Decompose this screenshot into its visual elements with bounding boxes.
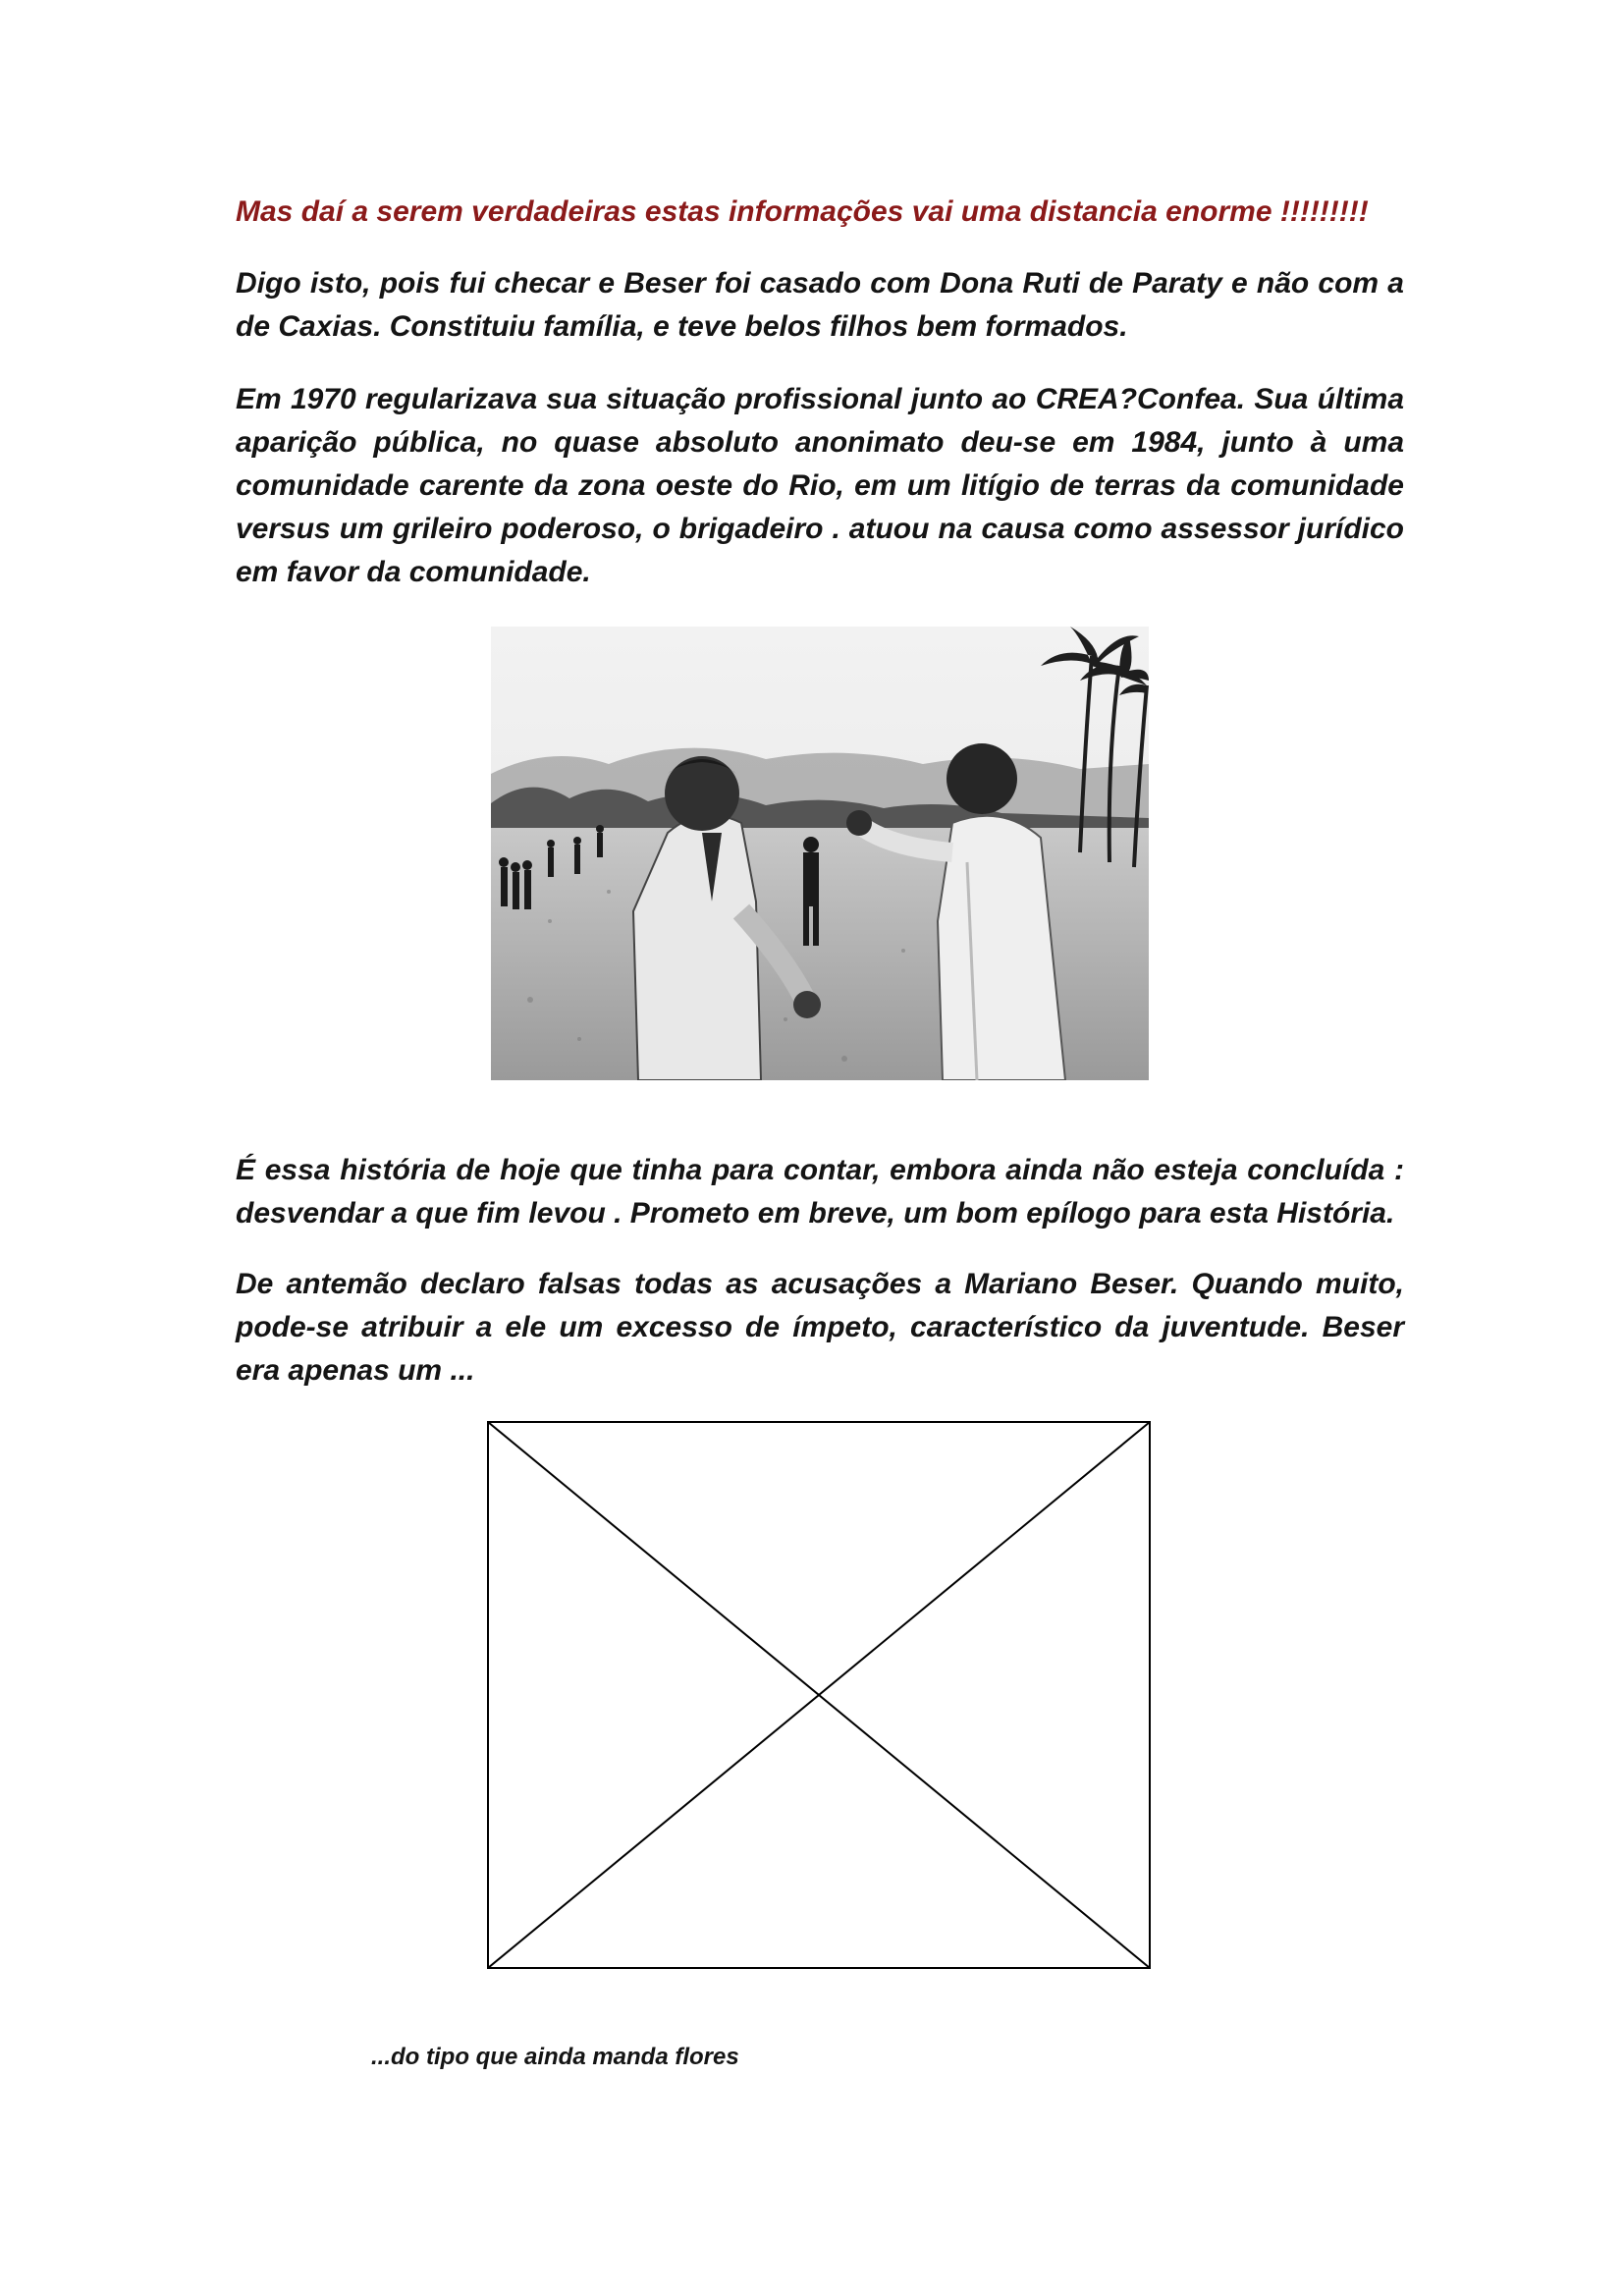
paragraph-career: Em 1970 regularizava sua situação profissional junto ao CREA?Confea. Sua última aparição pública, no quase absoluto anonimato deu-se em 1984, junto à uma comunidade carente da zona oeste do Rio, em um litígio de terras da comunidade versus um grileiro poderoso, o brigadeiro . atuou na causa como assessor jurídico em favor da comunidade. <box>236 383 1404 588</box>
paragraph-marriage: Digo isto, pois fui checar e Beser foi casado com Dona Ruti de Paraty e não com a de Caxias. Constituiu família, e teve belos filhos bem formados. <box>236 267 1404 343</box>
paragraph-declaration: De antemão declaro falsas todas as acusações a Mariano Beser. Quando muito, pode-se atribuir a ele um excesso de ímpeto, característico da juventude. Beser era apenas um ... <box>236 1268 1404 1387</box>
image-caption: ...do tipo que ainda manda flores <box>371 2044 739 2070</box>
newspaper-photo <box>491 627 1149 1080</box>
paragraph-history: É essa história de hoje que tinha para contar, embora ainda não esteja concluída : desvendar a que fim levou . Prometo em breve, um bom epílogo para esta História. <box>236 1154 1404 1230</box>
missing-image-placeholder <box>487 1421 1151 1969</box>
headline: Mas daí a serem verdadeiras estas informações vai uma distancia enorme !!!!!!!!! <box>236 195 1369 228</box>
